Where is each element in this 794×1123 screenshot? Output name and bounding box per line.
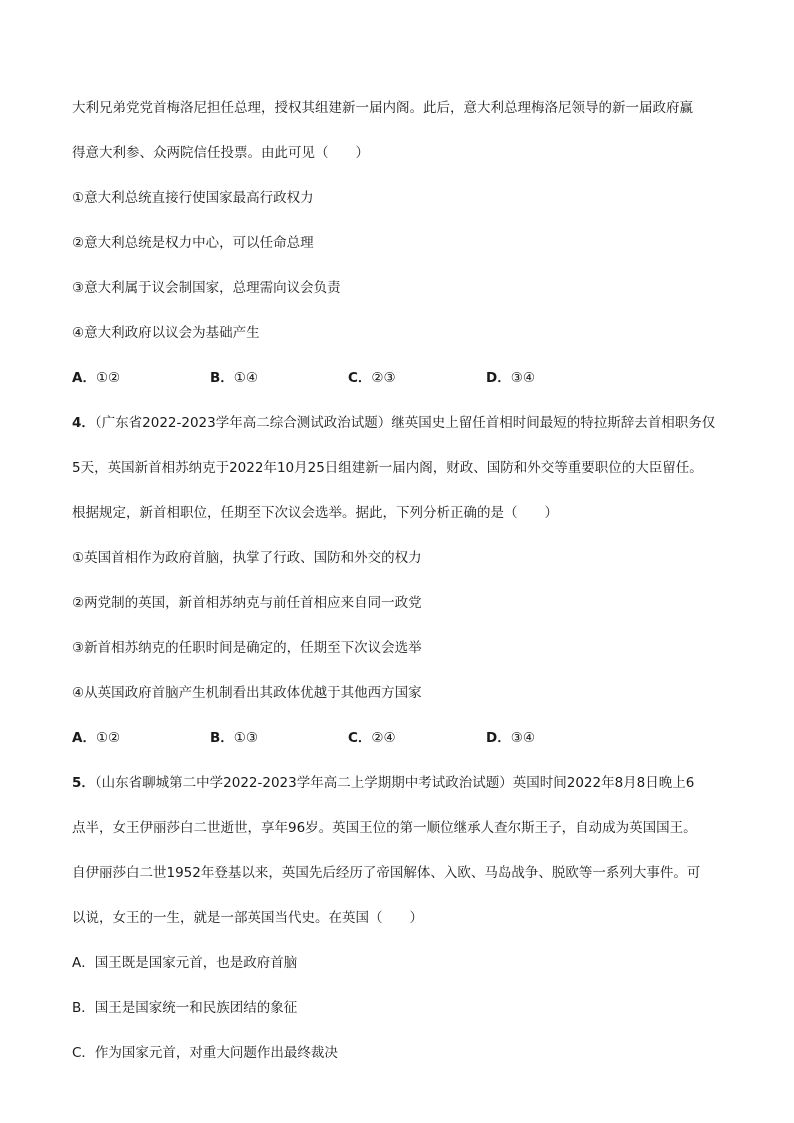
choice-text: ②④ (371, 730, 396, 746)
question-5-answer-b[interactable]: B．国王是国家统一和民族团结的象征 (72, 1000, 298, 1016)
question-4 (72, 413, 732, 748)
question-4-choice-b[interactable] (210, 728, 348, 748)
question-5-stem-line-2: 点半，女王伊丽莎白二世逝世，享年96岁。英国王位的第一顺位继承人查尔斯王子，自动成为英国国王。 (72, 820, 697, 836)
choice-text: ①② (95, 730, 121, 746)
choice-letter: B． (210, 370, 234, 386)
choice-letter: A． (72, 730, 96, 746)
question-5-stem-line-4: 以说，女王的一生，就是一部英国当代史。在英国（ ） (72, 910, 423, 926)
choice-letter: C． (348, 730, 372, 746)
question-4-stem-line-1 (72, 413, 732, 433)
choice-text: ③④ (510, 370, 535, 386)
question-3-choice-c[interactable] (348, 368, 486, 388)
choice-text: ①③ (233, 730, 259, 746)
choice-letter: B． (210, 730, 234, 746)
question-5-answer-c[interactable]: C．作为国家元首，对重大问题作出最终裁决 (72, 1045, 338, 1061)
question-4-option-3: ③新首相苏纳克的任职时间是确定的，任期至下次议会选举 (72, 640, 422, 656)
question-3-stem-line-1: 大利兄弟党党首梅洛尼担任总理，授权其组建新一届内阁。此后，意大利总理梅洛尼领导的新一届政府赢 (72, 100, 693, 116)
question-5-answer-a[interactable]: A．国王既是国家元首，也是政府首脑 (72, 955, 298, 971)
question-4-option-2: ②两党制的英国，新首相苏纳克与前任首相应来自同一政党 (72, 595, 422, 611)
question-3-option-3: ③意大利属于议会制国家，总理需向议会负责 (72, 280, 341, 296)
question-3-choice-b[interactable] (210, 368, 348, 388)
question-4-stem-text: （广东省2022-2023学年高二综合测试政治试题）继英国史上留任首相时间最短的特拉斯辞去首相职务仅 (94, 415, 716, 431)
question-4-number: 4． (72, 415, 95, 431)
question-3-choice-a[interactable] (72, 368, 210, 388)
question-4-option-4: ④从英国政府首脑产生机制看出其政体优越于其他西方国家 (72, 685, 422, 701)
question-4-stem-line-3: 根据规定，新首相职位，任期至下次议会选举。据此，下列分析正确的是（ ） (72, 505, 558, 521)
choice-text: ③④ (510, 730, 535, 746)
question-3-choices (72, 368, 732, 388)
question-3-choice-d[interactable] (486, 368, 624, 388)
choice-letter: D． (486, 730, 511, 746)
question-3 (72, 98, 732, 388)
question-4-choices (72, 728, 732, 748)
question-4-stem-line-2: 5天，英国新首相苏纳克于2022年10月25日组建新一届内阁，财政、国防和外交等重要职位的大臣留任。 (72, 460, 703, 476)
question-3-option-1: ①意大利总统直接行使国家最高行政权力 (72, 190, 314, 206)
question-5-stem-line-1 (72, 773, 732, 793)
question-5 (72, 773, 732, 1063)
choice-letter: A． (72, 370, 96, 386)
choice-letter: D． (486, 370, 511, 386)
question-4-option-1: ①英国首相作为政府首脑，执掌了行政、国防和外交的权力 (72, 550, 422, 566)
question-3-option-4: ④意大利政府以议会为基础产生 (72, 325, 260, 341)
question-4-choice-a[interactable] (72, 728, 210, 748)
page-content (72, 98, 732, 1088)
question-5-stem-line-3: 自伊丽莎白二世1952年登基以来，英国先后经历了帝国解体、入欧、马岛战争、脱欧等一系列大事件。可 (72, 865, 701, 881)
choice-text: ①④ (233, 370, 259, 386)
question-4-choice-c[interactable] (348, 728, 486, 748)
choice-text: ②③ (371, 370, 396, 386)
choice-text: ①② (95, 370, 121, 386)
question-5-stem-text: （山东省聊城第二中学2022-2023学年高二上学期期中考试政治试题）英国时间2022年8月8日晚上6 (94, 775, 695, 791)
question-4-choice-d[interactable] (486, 728, 624, 748)
question-3-option-2: ②意大利总统是权力中心，可以任命总理 (72, 235, 314, 251)
choice-letter: C． (348, 370, 372, 386)
question-5-number: 5． (72, 775, 95, 791)
question-3-stem-line-2: 得意大利参、众两院信任投票。由此可见（ ） (72, 145, 369, 161)
